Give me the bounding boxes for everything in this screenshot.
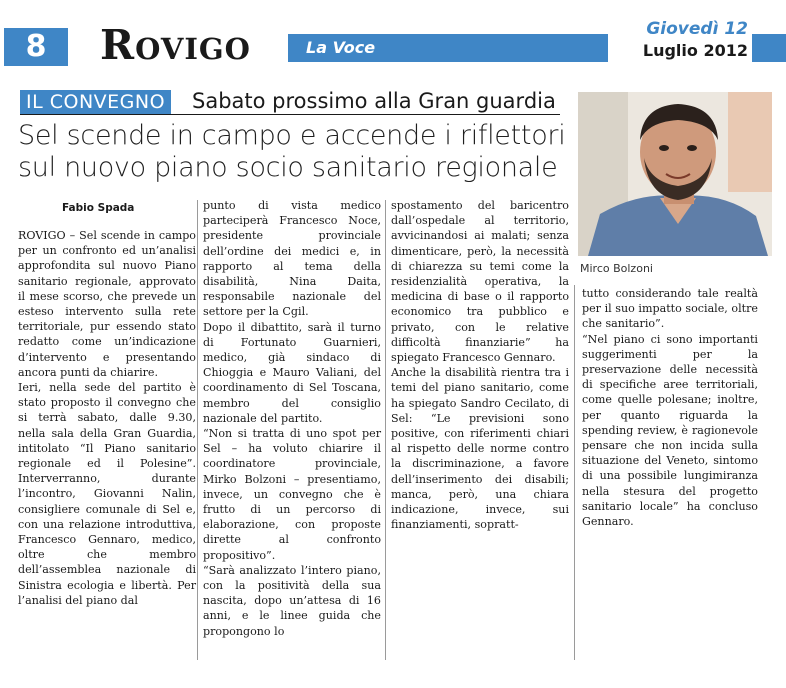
headline-line-2: sul nuovo piano socio sanitario regionale [18,152,558,183]
kicker-title: Sabato prossimo alla Gran guardia [192,89,556,113]
issue-date-month: Luglio 2012 [642,41,748,60]
paragraph: ROVIGO – Sel scende in campo per un confronto ed un’analisi approfondita sul nuovo Piano sanitario regionale, approvato il mese scorso, che prevede un esteso intervento sulla rete territoriale, pur essendo stato redatto come un’indicazione d’intervento e presentando ancora punti da chiarire. [18,229,196,379]
paragraph: spostamento del baricentro dall’ospedale al territorio, avvicinandosi ai malati; senza dimenticare, però, la necessità di chiarezza su temi come la residenzialità operativa, la medicina di base o il rapporto economico tra pubblico e privato, con le relative difficoltà finanziarie” ha spiegato Francesco Gennaro. [391,199,569,365]
paragraph: Anche la disabilità rientra tra i temi del piano sanitario, come ha spiegato Sandro Cecilato, di Sel: “Le previsioni sono positive, con riferimenti chiari al rispetto delle norme contro la discriminazione, a favore dell’inserimento dei disabili; manca, però, una chiara indicazione, invece, sui finanziamenti, sopratt- [391,366,569,532]
paragraph: “Sarà analizzato l’intero piano, con la positività della sua nascita, dopo un’attesa di 16 anni, e le linee guida che propongono lo [203,563,381,638]
article-column-4 [582,286,758,529]
column-divider [385,200,386,660]
paragraph: punto di vista medico parteciperà Francesco Noce, presidente provinciale dell’ordine dei medici e, in rapporto al tema della disabilità, Nina Daita, responsabile nazionale del settore per la Cgil. [203,199,381,319]
newspaper-name: La Voce [306,38,376,57]
column-divider [574,285,575,660]
kicker-label: IL CONVEGNO [20,90,171,114]
kicker-underline [20,114,560,115]
article-column-1 [18,228,196,608]
portrait-illustration [578,92,772,256]
column-divider [197,200,198,660]
paragraph: Dopo il dibattito, sarà il turno di Fortunato Guarnieri, medico, già sindaco di Chioggia e Mauro Valiani, del coordinamento di Sel Toscana, membro del consiglio nazionale del partito. [203,320,381,425]
portrait-photo [578,92,772,256]
section-city-title [100,22,251,68]
page-number: 8 [4,28,68,66]
article-column-3 [391,198,569,532]
photo-caption: Mirco Bolzoni [580,262,653,275]
issue-date-day: Giovedì 12 [646,19,748,39]
paragraph: Ieri, nella sede del partito è stato proposto il convegno che si terrà sabato, dalle 9.30, nella sala della Gran Guardia, intitolato “Il Piano sanitario regionale ed il Polesine”. Interverranno, durante l’incontro, Giovanni Nalin, consigliere comunale di Sel e, con una relazione introduttiva, Francesco Gennaro, medico, oltre che membro dell’assemblea nazionale di Sinistra ecologia e libertà. Per l’analisi del piano dal [18,381,196,607]
paragraph: tutto considerando tale realtà per il suo impatto sociale, oltre che sanitario”. [582,287,758,331]
city-name: Rovigo [100,21,251,69]
paragraph: “Nel piano ci sono importanti suggerimenti per la preservazione delle necessità di specifiche aree territoriali, come quelle polesane; inoltre, per quanto riguarda la spending review, è ragionevole pensare che non incida sulla situazione del Veneto, sintomo di una possibile lungimiranza nella stesura del progetto sanitario locale” ha concluso Gennaro. [582,332,758,529]
paragraph: “Non si tratta di uno spot per Sel – ha voluto chiarire il coordinatore provinciale, Mirko Bolzoni – presentiamo, invece, un convegno che è frutto di un percorso di elaborazione, con proposte dirette al confronto propositivo”. [203,427,381,562]
article-column-2 [203,198,381,639]
issue-date [608,18,748,64]
headline-line-1: Sel scende in campo e accende i riflettori [18,120,566,151]
header-band-end [752,34,786,62]
article-headline [18,120,578,184]
article-byline: Fabio Spada [62,202,135,214]
